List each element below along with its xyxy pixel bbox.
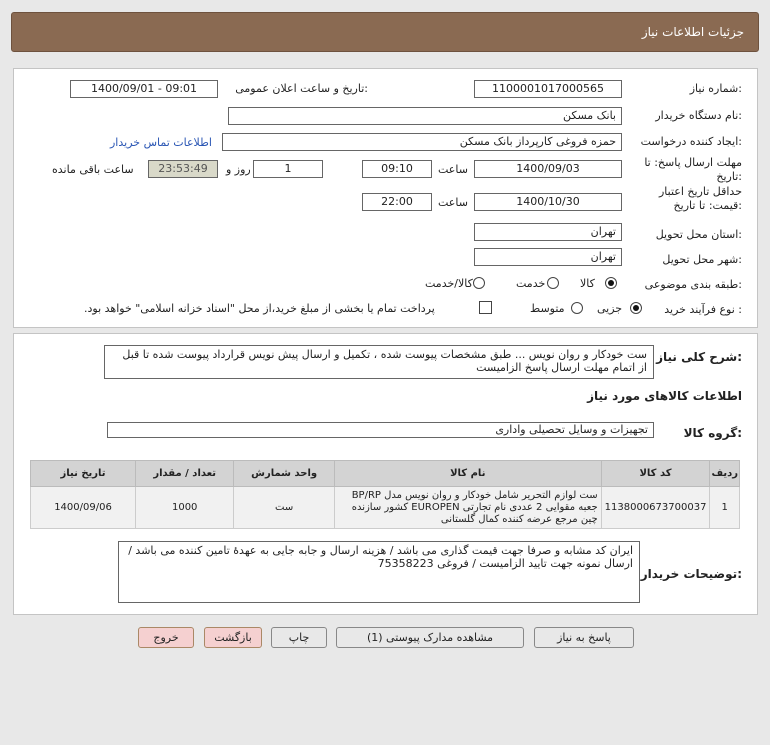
purchase-option-small: جزیی bbox=[597, 302, 623, 315]
buyer-notes-field: ایران کد مشابه و صرفا جهت قیمت گذاری می باشد / هزینه ارسال و جابه جایی به عهدۀ تامین کننده می باشد / ارسال نمونه جهت تایید الزامیست / فروغی 75358223 bbox=[118, 541, 640, 603]
table-row bbox=[31, 487, 740, 529]
row-index: 1 bbox=[710, 487, 740, 529]
treasury-payment-note: پرداخت تمام یا بخشی از مبلغ خرید،از محل "اسناد خزانه اسلامی" خواهد بود. bbox=[84, 302, 435, 315]
col-name: نام کالا bbox=[334, 461, 601, 487]
col-index: ردیف bbox=[710, 461, 740, 487]
reply-button[interactable]: پاسخ به نیاز bbox=[534, 627, 634, 648]
validity-time-label: ساعت bbox=[438, 196, 468, 209]
days-remaining-field: 1 bbox=[253, 160, 323, 178]
category-option-service: خدمت bbox=[516, 277, 546, 290]
category-label: طبقه بندی موضوعی: bbox=[644, 278, 742, 291]
buyer-org-field: بانک مسکن bbox=[228, 107, 622, 125]
need-number-label: شماره نیاز: bbox=[689, 82, 742, 95]
col-unit: واحد شمارش bbox=[234, 461, 335, 487]
category-radio-goods[interactable] bbox=[605, 277, 617, 289]
city-label: شهر محل تحویل: bbox=[662, 253, 742, 266]
row-unit: ست bbox=[234, 487, 335, 529]
need-number-field: 1100001017000565 bbox=[474, 80, 622, 98]
general-desc-field: ست خودکار و روان نویس ... طبق مشخصات پیوست شده ، تکمیل و ارسال پیش نویس قرارداد پیوست شده تا قبل از اتمام مهلت ارسال پاسخ الزامیست bbox=[104, 345, 654, 379]
goods-group-label: گروه کالا: bbox=[683, 426, 742, 440]
goods-table bbox=[30, 460, 740, 529]
exit-button[interactable]: خروج bbox=[138, 627, 194, 648]
print-button[interactable]: چاپ bbox=[271, 627, 327, 648]
requester-field: حمزه فروغی کارپرداز بانک مسکن bbox=[222, 133, 622, 151]
col-code: کد کالا bbox=[601, 461, 710, 487]
goods-table-header bbox=[31, 461, 740, 487]
purchase-radio-small[interactable] bbox=[630, 302, 642, 314]
remaining-time-label: ساعت باقی مانده bbox=[52, 163, 134, 176]
treasury-payment-checkbox[interactable] bbox=[479, 301, 492, 314]
col-qty: تعداد / مقدار bbox=[136, 461, 234, 487]
page-header bbox=[11, 12, 759, 52]
category-option-goods-service: کالا/خدمت bbox=[425, 277, 473, 290]
view-attachments-button[interactable]: مشاهده مدارک پیوستی (1) bbox=[336, 627, 524, 648]
goods-section-title: اطلاعات کالاهای مورد نیاز bbox=[587, 389, 742, 403]
remaining-time-field: 23:53:49 bbox=[148, 160, 218, 178]
purchase-type-label: نوع فرآیند خرید : bbox=[664, 303, 742, 316]
row-qty: 1000 bbox=[136, 487, 234, 529]
requester-label: ایجاد کننده درخواست: bbox=[640, 135, 742, 148]
back-button[interactable]: بازگشت bbox=[204, 627, 262, 648]
row-name: ست لوازم التحریر شامل خودکار و روان نویس مدل BP/RP جعبه مقوایی 2 عددی نام تجارتی EUROPEN کشور سازنده چین مرجع عرضه کننده کمال گلستانی bbox=[334, 487, 601, 529]
row-date: 1400/09/06 bbox=[31, 487, 136, 529]
category-radio-goods-service[interactable] bbox=[473, 277, 485, 289]
deadline-date-field: 1400/09/03 bbox=[474, 160, 622, 178]
purchase-option-medium: متوسط bbox=[530, 302, 565, 315]
row-code: 1138000673700037 bbox=[601, 487, 710, 529]
province-field: تهران bbox=[474, 223, 622, 241]
buyer-org-label: نام دستگاه خریدار: bbox=[655, 109, 742, 122]
buyer-contact-link[interactable]: اطلاعات تماس خریدار bbox=[110, 136, 212, 149]
validity-date-field: 1400/10/30 bbox=[474, 193, 622, 211]
buyer-notes-label: توضیحات خریدار: bbox=[640, 567, 742, 581]
col-date: تاریخ نیاز bbox=[31, 461, 136, 487]
validity-label: حداقل تاریخ اعتبار قیمت: تا تاریخ: bbox=[658, 185, 742, 212]
deadline-label: مهلت ارسال پاسخ: تا تاریخ: bbox=[644, 156, 742, 183]
deadline-time-label: ساعت bbox=[438, 163, 468, 176]
announce-label: تاریخ و ساعت اعلان عمومی: bbox=[235, 82, 368, 95]
province-label: استان محل تحویل: bbox=[655, 228, 742, 241]
deadline-time-field: 09:10 bbox=[362, 160, 432, 178]
purchase-radio-medium[interactable] bbox=[571, 302, 583, 314]
goods-group-field: تجهیزات و وسایل تحصیلی واداری bbox=[107, 422, 654, 438]
category-radio-service[interactable] bbox=[547, 277, 559, 289]
city-field: تهران bbox=[474, 248, 622, 266]
category-option-goods: کالا bbox=[580, 277, 595, 290]
general-desc-label: شرح کلی نیاز: bbox=[656, 350, 742, 364]
announce-datetime-field: 1400/09/01 - 09:01 bbox=[70, 80, 218, 98]
page-title: جزئیات اطلاعات نیاز bbox=[641, 25, 744, 39]
validity-time-field: 22:00 bbox=[362, 193, 432, 211]
days-label: روز و bbox=[226, 163, 251, 176]
